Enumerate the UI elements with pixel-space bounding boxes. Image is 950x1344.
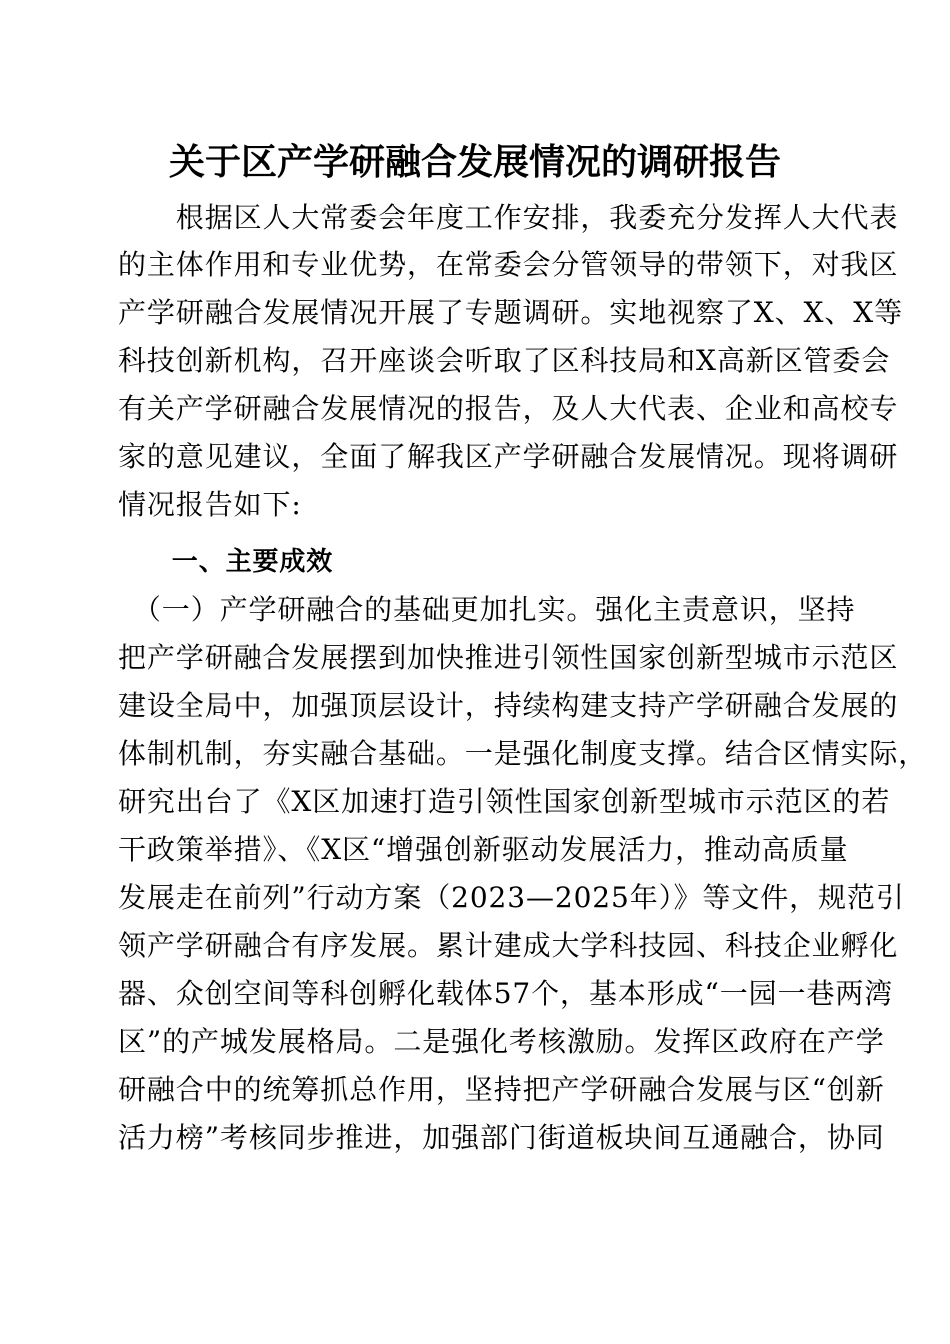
paragraph-line: 活力榜”考核同步推进，加强部门街道板块间互通融合，协同 xyxy=(118,1121,885,1154)
paragraph-line: 研究出台了《X区加速打造引领性国家创新型城市示范区的若 xyxy=(118,785,891,818)
paragraph-line: 器、众创空间等科创孵化载体57个，基本形成“一园一巷两湾 xyxy=(118,977,894,1010)
paragraph-line: 根据区人大常委会年度工作安排，我委充分发挥人大代表 xyxy=(118,201,899,234)
paragraph-line: 发展走在前列”行动方案（2023—2025年）》等文件，规范引 xyxy=(118,881,905,914)
section-heading: 一、主要成效 xyxy=(118,547,334,577)
paragraph-line: 建设全局中，加强顶层设计，持续构建支持产学研融合发展的 xyxy=(118,689,899,722)
paragraph-line: 体制机制，夯实融合基础。一是强化制度支撑。结合区情实际， xyxy=(118,737,928,770)
paragraph-line: 有关产学研融合发展情况的报告，及人大代表、企业和高校专 xyxy=(118,392,899,425)
paragraph-line: 区”的产城发展格局。二是强化考核激励。发挥区政府在产学 xyxy=(118,1025,885,1058)
paragraph-line: 产学研融合发展情况开展了专题调研。实地视察了X、X、X等 xyxy=(118,296,904,329)
paragraph-line: 的主体作用和专业优势，在常委会分管领导的带领下，对我区 xyxy=(118,248,899,281)
paragraph-line: 研融合中的统筹抓总作用，坚持把产学研融合发展与区“创新 xyxy=(118,1073,885,1106)
paragraph-line: 情况报告如下: xyxy=(118,488,302,521)
paragraph-line: 把产学研融合发展摆到加快推进引领性国家创新型城市示范区 xyxy=(118,641,899,674)
paragraph-line: 领产学研融合有序发展。累计建成大学科技园、科技企业孵化 xyxy=(118,929,899,962)
paragraph-line: （一）产学研融合的基础更加扎实。强化主责意识，坚持 xyxy=(118,593,856,626)
paragraph-line: 干政策举措》、《X区“增强创新驱动发展活力，推动高质量 xyxy=(118,833,849,866)
paragraph-line: 家的意见建议，全面了解我区产学研融合发展情况。现将调研 xyxy=(118,440,899,473)
paragraph-line: 科技创新机构，召开座谈会听取了区科技局和X高新区管委会 xyxy=(118,344,891,377)
document-title: 关于区产学研融合发展情况的调研报告 xyxy=(168,141,781,183)
